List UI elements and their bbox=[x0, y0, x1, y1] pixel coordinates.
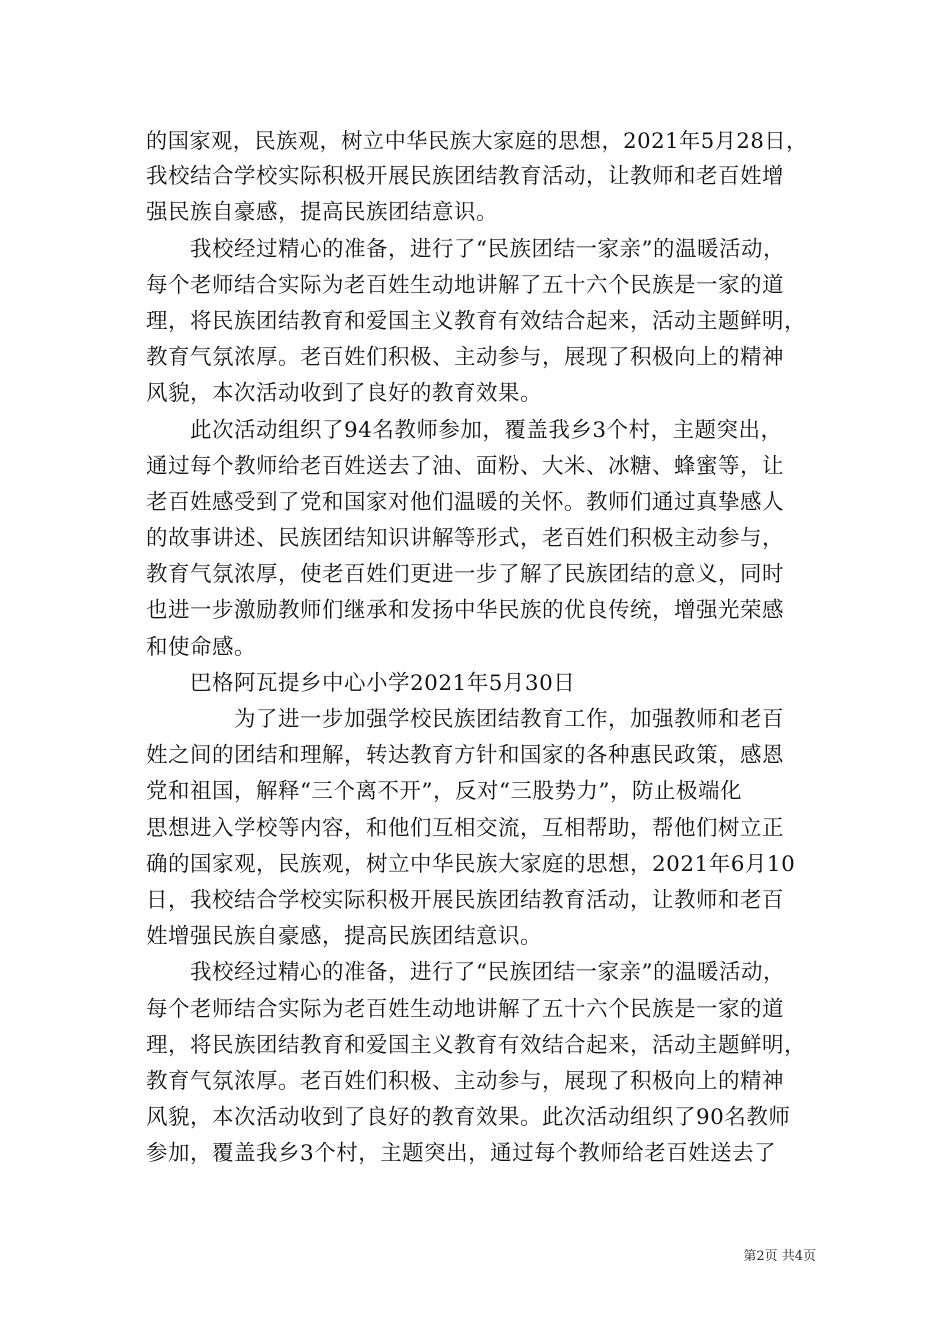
signature-line: 巴格阿瓦提乡中心小学2021年5月30日 bbox=[190, 670, 576, 696]
text-line: 老百姓感受到了党和国家对他们温暖的关怀。教师们通过真挚感人 bbox=[146, 489, 785, 515]
text-line: 每个老师结合实际为老百姓生动地讲解了五十六个民族是一家的道 bbox=[146, 272, 785, 298]
text-line: 的国家观，民族观，树立中华民族大家庭的思想，2021年5月28日， bbox=[146, 128, 808, 153]
page-number: 第2页 共4页 bbox=[743, 1249, 816, 1264]
paragraph-first-line: 为了进一步加强学校民族团结教育工作，加强教师和老百 bbox=[234, 707, 785, 732]
text-line: 确的国家观，民族观，树立中华民族大家庭的思想，2021年6月10 bbox=[146, 851, 796, 877]
text-line: 姓之间的团结和理解，转达教育方针和国家的各种惠民政策，感恩 bbox=[146, 743, 785, 769]
text-line: 和使命感。 bbox=[146, 634, 257, 660]
text-line: 教育气氛浓厚。老百姓们积极、主动参与，展现了积极向上的精神 bbox=[146, 345, 785, 371]
text-line: 思想进入学校等内容，和他们互相交流，互相帮助，帮他们树立正 bbox=[146, 815, 785, 841]
text-line: 理，将民族团结教育和爱国主义教育有效结合起来，活动主题鲜明， bbox=[146, 308, 807, 334]
text-line: 教育气氛浓厚，使老百姓们更进一步了解了民族团结的意义，同时 bbox=[146, 562, 785, 588]
text-line: 我校结合学校实际积极开展民族团结教育活动，让教师和老百姓增 bbox=[146, 164, 785, 190]
text-line: 也进一步激励教师们继承和发扬中华民族的优良传统，增强光荣感 bbox=[146, 598, 785, 624]
text-line: 日，我校结合学校实际积极开展民族团结教育活动，让教师和老百 bbox=[146, 887, 785, 913]
text-line: 姓增强民族自豪感，提高民族团结意识。 bbox=[146, 924, 543, 950]
text-line: 理，将民族团结教育和爱国主义教育有效结合起来，活动主题鲜明， bbox=[146, 1032, 807, 1058]
text-line: 党和祖国，解释“三个离不开”，反对“三股势力”，防止极端化 bbox=[146, 779, 742, 805]
text-line: 每个老师结合实际为老百姓生动地讲解了五十六个民族是一家的道 bbox=[146, 996, 785, 1022]
text-line: 教育气氛浓厚。老百姓们积极、主动参与，展现了积极向上的精神 bbox=[146, 1068, 785, 1094]
text-line: 通过每个教师给老百姓送去了油、面粉、大米、冰糖、蜂蜜等，让 bbox=[146, 453, 785, 479]
text-line: 的故事讲述、民族团结知识讲解等形式，老百姓们积极主动参与， bbox=[146, 526, 785, 552]
text-line: 风貌，本次活动收到了良好的教育效果。此次活动组织了90名教师 bbox=[146, 1105, 791, 1131]
paragraph-first-line: 此次活动组织了94名教师参加，覆盖我乡3个村，主题突出， bbox=[190, 417, 783, 443]
text-line: 参加，覆盖我乡3个村，主题突出，通过每个教师给老百姓送去了 bbox=[146, 1141, 777, 1167]
text-line: 强民族自豪感，提高民族团结意识。 bbox=[146, 200, 499, 226]
document-body bbox=[146, 123, 811, 1172]
text-line: 风貌，本次活动收到了良好的教育效果。 bbox=[146, 381, 543, 407]
paragraph-first-line: 我校经过精心的准备，进行了“民族团结一家亲”的温暖活动， bbox=[190, 960, 785, 986]
paragraph-first-line: 我校经过精心的准备，进行了“民族团结一家亲”的温暖活动， bbox=[190, 236, 785, 262]
